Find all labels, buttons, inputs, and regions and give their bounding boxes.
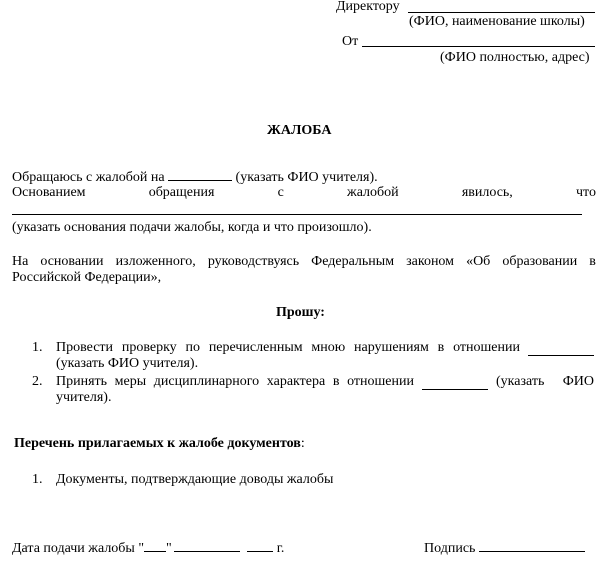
word: «Об [466, 254, 491, 269]
attachments-heading-colon: : [300, 436, 305, 451]
word: нарушениям [354, 340, 429, 355]
request-item-1-number: 1. [32, 340, 43, 355]
addressee-label: Директору [336, 0, 400, 14]
request-item-1-line-2: (указать ФИО учителя). [56, 356, 199, 371]
reason-blank [12, 214, 582, 215]
word: явилось, [461, 185, 513, 200]
word: перечисленным [208, 340, 303, 355]
word: проверку [121, 340, 177, 355]
intro-line-1-end: (указать ФИО учителя). [235, 170, 378, 185]
word: законом [406, 254, 455, 269]
year-blank [247, 539, 273, 552]
word: меры [114, 374, 147, 389]
teacher-name-blank [168, 168, 232, 181]
word: отношении [453, 340, 520, 355]
attachments-heading [14, 436, 305, 452]
word: обращения [148, 185, 215, 200]
year-suffix: г. [276, 541, 285, 556]
word: характера [266, 374, 326, 389]
word: мною [311, 340, 346, 355]
word: образовании [502, 254, 578, 269]
day-blank [144, 539, 166, 552]
word: в [589, 254, 596, 269]
addressee-hint: (ФИО, наименование школы) [409, 14, 585, 29]
word: ФИО [562, 374, 594, 389]
signature-block [424, 539, 585, 557]
word: На [12, 254, 29, 269]
request-item-2-line-2: учителя). [56, 390, 112, 405]
request-item-2-line-1 [56, 374, 594, 390]
word: отношении [347, 374, 414, 389]
sender-blank [362, 46, 595, 47]
document-title: ЖАЛОБА [267, 123, 332, 138]
word: изложенного, [115, 254, 196, 269]
word: в [437, 340, 445, 355]
word: дисциплинарного [153, 374, 260, 389]
sender-hint: (ФИО полностью, адрес) [440, 50, 590, 65]
word: с [277, 185, 284, 200]
attachment-item-number: 1. [32, 472, 43, 487]
intro-line-2 [12, 185, 596, 201]
addressee-blank [408, 12, 595, 13]
word: Основанием [12, 185, 86, 200]
word: (указать [496, 374, 545, 389]
request-heading: Прошу: [276, 305, 325, 320]
submission-date [12, 539, 284, 557]
date-quote-close: " [166, 541, 172, 556]
intro-line-1 [12, 168, 378, 186]
date-label: Дата подачи жалобы " [12, 541, 145, 556]
word: основании [40, 254, 104, 269]
signature-blank [479, 539, 585, 552]
basis-line-1 [12, 254, 596, 270]
word: Принять [56, 374, 108, 389]
basis-line-2: Российской Федерации», [12, 270, 162, 285]
word: Федеральным [311, 254, 395, 269]
request-item-1-line-1 [56, 340, 594, 356]
word: по [185, 340, 200, 355]
signature-label: Подпись [424, 541, 476, 556]
month-blank [174, 539, 240, 552]
attachment-item-text: Документы, подтверждающие доводы жалобы [56, 472, 334, 487]
intro-line-1-start: Обращаюсь с жалобой на [12, 170, 165, 185]
word: Провести [56, 340, 114, 355]
word: руководствуясь [207, 254, 300, 269]
sender-label: От [342, 34, 359, 49]
word: что [575, 185, 596, 200]
word: жалобой [347, 185, 399, 200]
word: в [332, 374, 340, 389]
request-item-2-number: 2. [32, 374, 43, 389]
reason-hint: (указать основания подачи жалобы, когда и что произошло). [12, 220, 372, 235]
attachments-heading-text: Перечень прилагаемых к жалобе документов [14, 436, 301, 451]
teacher-name-blank [422, 377, 488, 390]
teacher-name-blank [528, 343, 594, 356]
